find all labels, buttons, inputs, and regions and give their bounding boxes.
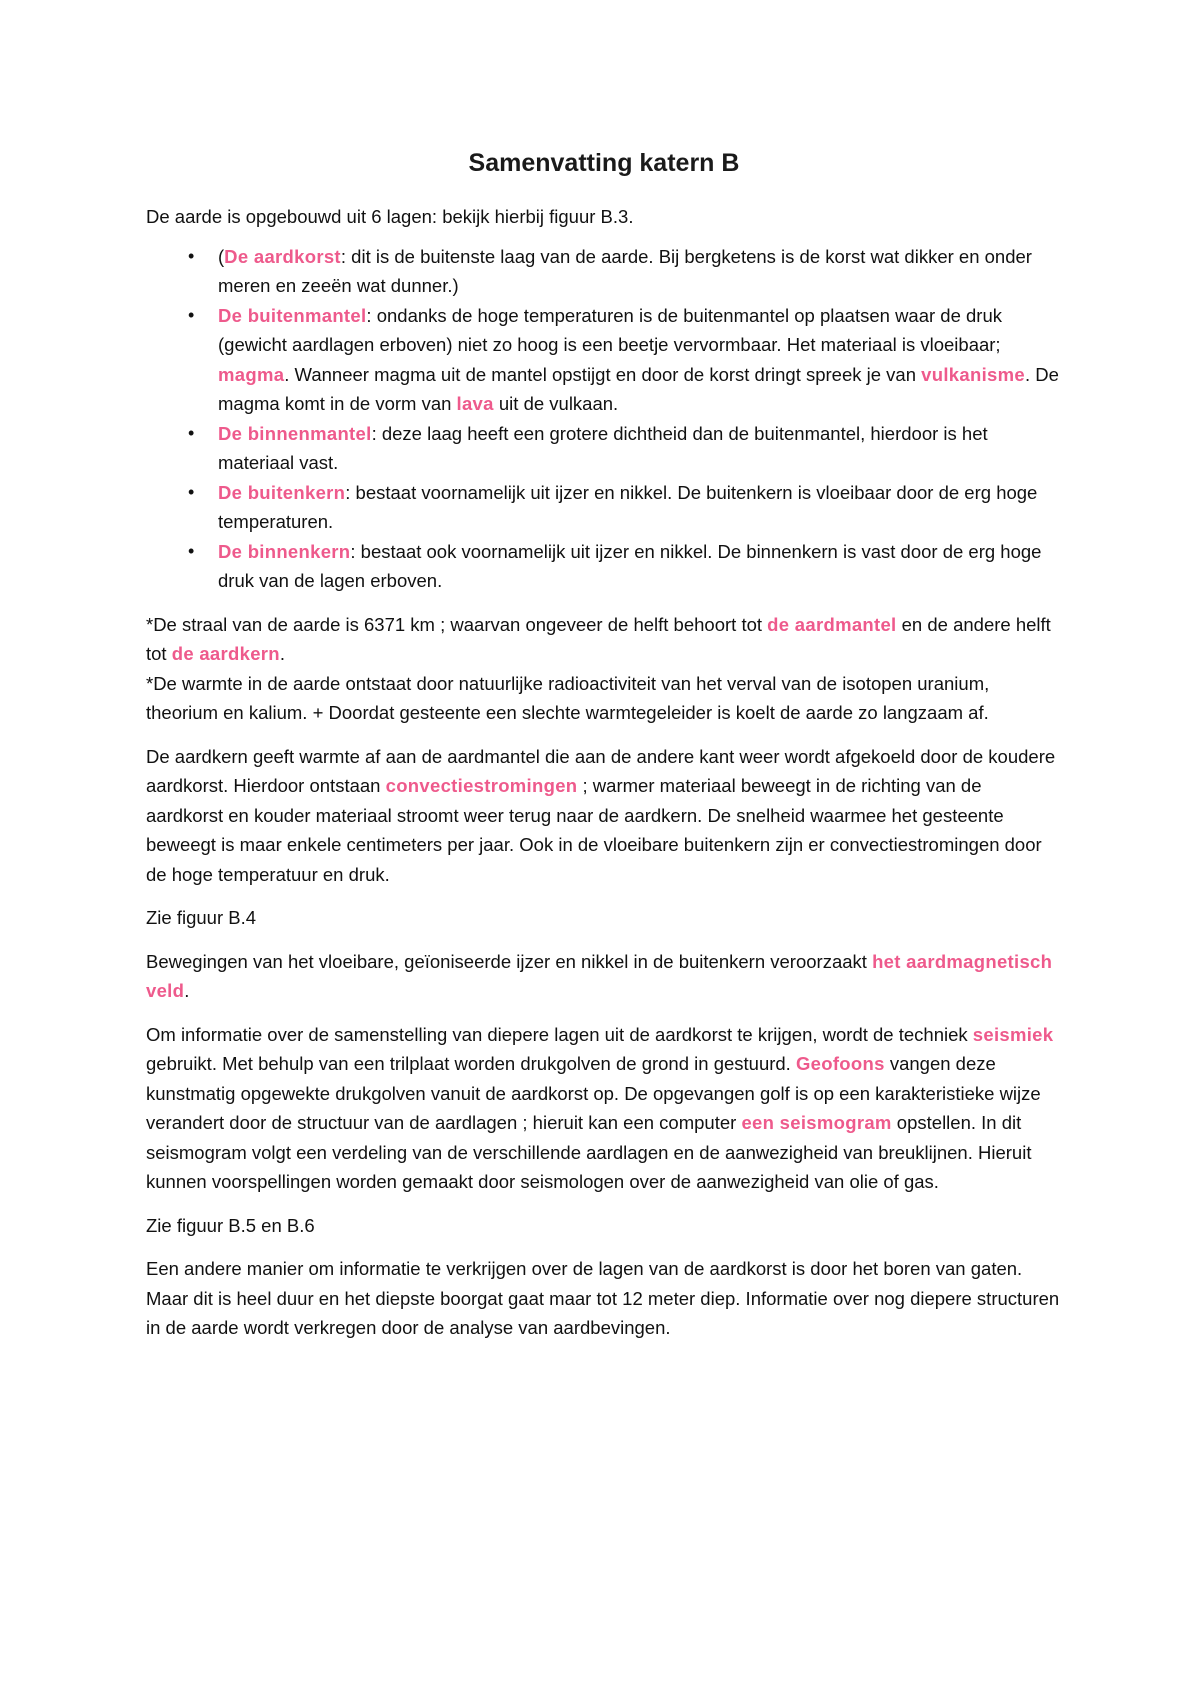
list-item bbox=[146, 301, 1062, 419]
figure-reference: Zie figuur B.5 en B.6 bbox=[146, 1214, 315, 1236]
bullet-icon: • bbox=[188, 422, 195, 443]
highlighted-term: lava bbox=[456, 393, 494, 414]
list-text: . Wanneer magma uit de mantel opstijgt en door de korst dringt spreek je van bbox=[284, 363, 922, 385]
highlighted-term: vulkanisme bbox=[921, 363, 1025, 385]
highlighted-term: De aardkorst bbox=[224, 245, 341, 267]
paragraph-text: ; warmer materiaal beweegt in de richting van de aardkorst en kouder materiaal stroomt weer terug naar de aardkern. De snelheid waarmee het gesteente beweegt is maar enkele centimeters per jaar. Ook in de vloeibare buitenkern zijn er convectiestromingen door de hoge temperatuur en druk. bbox=[146, 775, 1042, 885]
list-text: : bestaat voornamelijk uit ijzer en nikkel. De buitenkern is vloeibaar door de erg hoge temperaturen. bbox=[218, 481, 1038, 532]
highlighted-term: seismiek bbox=[972, 1023, 1054, 1045]
note-text: . bbox=[279, 643, 286, 664]
list-text: : deze laag heeft een grotere dichtheid dan de buitenmantel, hierdoor is het materiaal vast. bbox=[218, 422, 988, 473]
bullet-icon: • bbox=[188, 540, 195, 561]
intro-paragraph: De aarde is opgebouwd uit 6 lagen: bekijk hierbij figuur B.3. bbox=[146, 206, 634, 227]
list-item bbox=[146, 478, 1062, 537]
list-item bbox=[146, 242, 1062, 301]
document-title: Samenvatting katern B bbox=[468, 149, 740, 177]
bullet-icon: • bbox=[188, 245, 195, 266]
paragraph-text: Om informatie over de samenstelling van diepere lagen uit de aardkorst te krijgen, wordt de techniek bbox=[146, 1023, 973, 1045]
highlighted-term: het aardmagnetisch veld bbox=[146, 950, 1053, 1001]
paragraph-text: gebruikt. Met behulp van een trilplaat worden drukgolven de grond in gestuurd. bbox=[146, 1053, 796, 1074]
convection-paragraph bbox=[146, 742, 1062, 890]
highlighted-term: een seismogram bbox=[741, 1112, 892, 1133]
layer-list bbox=[146, 242, 1062, 596]
note-text: en de andere helft tot bbox=[146, 613, 1051, 664]
highlighted-term: magma bbox=[218, 363, 285, 385]
highlighted-term: De buitenmantel bbox=[218, 304, 367, 326]
highlighted-term: De binnenkern bbox=[218, 540, 351, 562]
note-text: *De straal van de aarde is 6371 km ; waarvan ongeveer de helft behoort tot bbox=[146, 613, 768, 635]
paragraph-text: De aardkern geeft warmte af aan de aardmantel die aan de andere kant weer wordt afgekoeld door de koudere aardkorst. Hierdoor ontstaan bbox=[146, 745, 1056, 796]
highlighted-term: Geofoons bbox=[795, 1053, 885, 1074]
heat-note: *De warmte in de aarde ontstaat door natuurlijke radioactiviteit van het verval van de isotopen uranium, theorium en kalium. + Doordat gesteente een slechte warmtegeleider is koelt de aarde zo langzaam af. bbox=[146, 672, 990, 723]
paragraph-text: vangen deze kunstmatig opgewekte drukgolven vanuit de aardkorst op. De opgevangen golf is op een karakteristieke wijze verandert door de structuur van de aardlagen ; hieruit kan een computer bbox=[146, 1053, 1041, 1133]
seismic-paragraph bbox=[146, 1020, 1062, 1197]
highlighted-term: De binnenmantel bbox=[218, 422, 372, 444]
highlighted-term: convectiestromingen bbox=[385, 775, 578, 796]
paragraph-text: Bewegingen van het vloeibare, geïoniseerde ijzer en nikkel in de buitenkern veroorzaakt bbox=[146, 950, 873, 972]
bullet-icon: • bbox=[188, 481, 195, 502]
figure-reference: Zie figuur B.4 bbox=[146, 907, 257, 928]
paragraph-text: opstellen. In dit seismogram volgt een verdeling van de verschillende aardlagen en de aanwezigheid van breuklijnen. Hieruit kunnen voorspellingen worden gemaakt door seismologen over de aanwezigheid van olie of gas. bbox=[146, 1112, 1032, 1192]
list-text: . De magma komt in de vorm van bbox=[218, 363, 1059, 414]
highlighted-term: de aardmantel bbox=[767, 613, 897, 635]
radius-note bbox=[146, 610, 1062, 669]
magnetic-paragraph bbox=[146, 947, 1062, 1006]
list-text: : dit is de buitenste laag van de aarde. Bij bergketens is de korst wat dikker en onder meren en zeeën wat dunner.) bbox=[218, 245, 1032, 296]
list-item bbox=[146, 419, 1062, 478]
drilling-paragraph: Een andere manier om informatie te verkrijgen over de lagen van de aardkorst is door het boren van gaten. Maar dit is heel duur en het diepste boorgat gaat maar tot 12 meter diep. Informatie over nog diepere structuren in de aarde wordt verkregen door de analyse van aardbevingen. bbox=[146, 1258, 1060, 1338]
bullet-icon: • bbox=[188, 304, 195, 325]
highlighted-term: de aardkern bbox=[171, 643, 280, 664]
highlighted-term: De buitenkern bbox=[218, 481, 346, 503]
list-item bbox=[146, 537, 1062, 596]
paragraph-text: . bbox=[184, 980, 190, 1001]
list-text: : ondanks de hoge temperaturen is de buitenmantel op plaatsen waar de druk (gewicht aardlagen erboven) niet zo hoog is een beetje vervormbaar. Het materiaal is vloeibaar; bbox=[218, 304, 1003, 355]
list-text: uit de vulkaan. bbox=[493, 393, 619, 414]
list-text: : bestaat ook voornamelijk uit ijzer en nikkel. De binnenkern is vast door de erg hoge druk van de lagen erboven. bbox=[218, 540, 1042, 591]
list-text: ( bbox=[218, 245, 225, 267]
